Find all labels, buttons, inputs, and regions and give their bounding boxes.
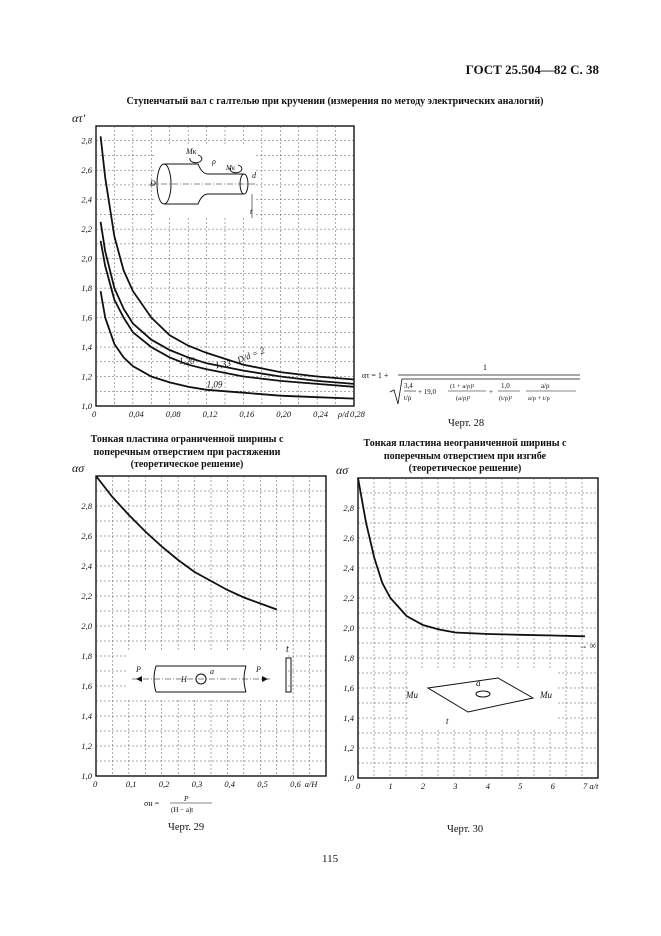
formula-t4: (1 + a/ρ)²: [450, 383, 475, 390]
formula-t5: (a/ρ)³: [456, 395, 471, 402]
x-tick-label: 0,3: [191, 779, 203, 789]
chart2-plot: [58, 461, 328, 800]
inset-label-2: Mи: [540, 690, 552, 700]
formula-t7: 1,0: [501, 382, 510, 390]
x-tick-label: 0,5: [257, 779, 268, 789]
y-tick-label: 1,4: [81, 342, 92, 353]
y-tick-label: 2,4: [343, 563, 354, 573]
y-tick-label: 2,6: [343, 533, 354, 543]
y-tick-label: 2,8: [81, 501, 92, 511]
x-tick-label: a/H: [304, 779, 318, 789]
inset-label-5: t: [250, 207, 253, 216]
y-tick-label: 2,8: [343, 503, 354, 513]
chart3-title: Тонкая пластина неограниченной ширины с поперечным отверстием при изгибе (теоретическое решение): [363, 438, 567, 474]
chart2-svg: [58, 461, 328, 800]
series-label-1: 1,33: [214, 357, 232, 371]
x-tick-label: 0,2: [158, 779, 170, 789]
inset-label-3: d: [252, 171, 256, 180]
x-tick-label: 0,4: [224, 779, 236, 789]
inset-label-2: Mк: [226, 164, 236, 172]
formula-t1: 3,4: [404, 382, 413, 390]
x-tick-label: 0: [92, 409, 97, 419]
y-tick-label: 2,4: [81, 194, 92, 205]
series-line-0: [358, 478, 585, 636]
chart3-svg: [330, 463, 600, 800]
plate-section: [286, 658, 291, 692]
formula-t8: (t/ρ)²: [499, 395, 513, 402]
x-tick-label: 2: [420, 781, 426, 791]
formula29-lhs: σн =: [144, 799, 160, 808]
chart3-plot: [330, 463, 600, 800]
x-tick-label: 0: [93, 779, 98, 789]
x-tick-label: 7 a/t: [583, 781, 599, 791]
inset-label-1: ρ: [212, 157, 216, 166]
y-tick-label: 1,6: [343, 683, 354, 693]
y-tick-label: 1,0: [81, 401, 92, 411]
y-tick-label: 2,2: [81, 591, 92, 601]
page-number: 115: [322, 853, 339, 865]
inset-label-3: t: [446, 716, 449, 726]
y-tick-label: 2,0: [81, 621, 92, 631]
formula-t9: a/ρ: [541, 382, 550, 390]
y-tick-label: 2,2: [81, 224, 92, 235]
y-axis-label: ασ: [72, 461, 85, 475]
x-tick-label: 0,1: [125, 779, 137, 789]
y-tick-label: 1,2: [343, 743, 354, 753]
formula-t10: a/ρ + t/ρ: [528, 395, 550, 402]
x-tick-label: 3: [453, 781, 458, 791]
x-tick-label: 0,20: [276, 409, 292, 419]
inset-label-0: P: [136, 665, 141, 674]
series-label-3: 1,09: [206, 379, 223, 390]
y-tick-label: 1,0: [81, 771, 92, 781]
asymptote-label: → ∞: [578, 640, 597, 651]
x-tick-label: 0,08: [165, 409, 181, 419]
formula29-num: P: [184, 794, 189, 803]
series-line-0: [96, 476, 277, 610]
formula-t2: t/ρ: [404, 394, 412, 402]
caption-29: Черт. 29: [168, 822, 205, 833]
x-tick-label: 0,6: [290, 779, 301, 789]
y-axis-label: ασ: [336, 463, 349, 477]
formula-29: [142, 792, 242, 816]
y-tick-label: 1,6: [81, 681, 92, 691]
y-tick-label: 1,8: [81, 283, 92, 294]
y-tick-label: 2,8: [81, 135, 92, 146]
x-tick-label: 0,24: [313, 409, 329, 419]
inset-bg: [408, 668, 558, 728]
y-tick-label: 2,0: [81, 253, 92, 264]
y-tick-label: 1,8: [343, 653, 354, 663]
inset-label-0: Mк: [186, 147, 197, 156]
x-tick-label: 0,28: [350, 409, 365, 419]
x-tick-label: 1: [388, 781, 393, 791]
y-tick-label: 2,4: [81, 561, 92, 571]
y-tick-label: 2,6: [81, 531, 92, 541]
formula-28: [358, 360, 583, 410]
y-tick-label: 1,2: [81, 371, 92, 382]
inset-label-1: a: [476, 678, 481, 688]
y-tick-label: 1,4: [81, 711, 92, 721]
chart1-svg: [58, 110, 365, 430]
page-header: ГОСТ 25.504—82 С. 38: [465, 62, 599, 77]
inset-label-4: D: [150, 179, 156, 188]
inset-bg: [154, 146, 254, 216]
series-label-0: D/d = 2: [235, 345, 267, 366]
x-tick-label: 5: [518, 781, 523, 791]
y-tick-label: 1,4: [343, 713, 354, 723]
x-tick-label: 0,04: [128, 409, 144, 419]
formula-lhs: ατ = 1 +: [362, 371, 389, 380]
caption-28: Черт. 28: [448, 418, 485, 429]
series-label-2: 1,20: [178, 356, 195, 366]
x-axis-label: ρ/d: [338, 409, 349, 419]
x-tick-label: 4: [485, 781, 490, 791]
y-tick-label: 1,0: [343, 773, 354, 783]
x-tick-label: 0,16: [239, 409, 255, 419]
x-tick-label: 0,12: [202, 409, 218, 419]
y-tick-label: 2,2: [343, 593, 354, 603]
chart1-title: Ступенчатый вал с галтелью при кручении (измерения по методу электрических аналогий): [126, 96, 544, 107]
inset-label-0: Mи: [406, 690, 418, 700]
y-tick-label: 1,8: [81, 651, 92, 661]
y-tick-label: 2,6: [81, 165, 92, 176]
formula-num: 1: [483, 363, 487, 372]
chart1-plot: [58, 110, 365, 430]
chart2-title: Тонкая пластина ограниченной ширины с поперечным отверстием при растяжении (теоретическое решение): [90, 434, 284, 470]
y-tick-label: 1,2: [81, 741, 92, 751]
x-tick-label: 6: [550, 781, 555, 791]
inset-label-3: P: [256, 665, 261, 674]
y-axis-label: ατ': [72, 111, 86, 125]
y-tick-label: 2,0: [343, 623, 354, 633]
series-line-3: [101, 291, 354, 399]
formula29-den: (H − a)t: [171, 806, 194, 814]
x-tick-label: 0: [356, 781, 361, 791]
inset-label-4: t: [286, 644, 289, 655]
inset-label-2: a: [210, 667, 214, 676]
y-tick-label: 1,6: [81, 312, 92, 323]
formula-t6: +: [489, 388, 493, 396]
inset-label-1: H: [181, 675, 187, 684]
formula-t3: + 19,0: [418, 388, 436, 396]
caption-30: Черт. 30: [447, 824, 484, 835]
